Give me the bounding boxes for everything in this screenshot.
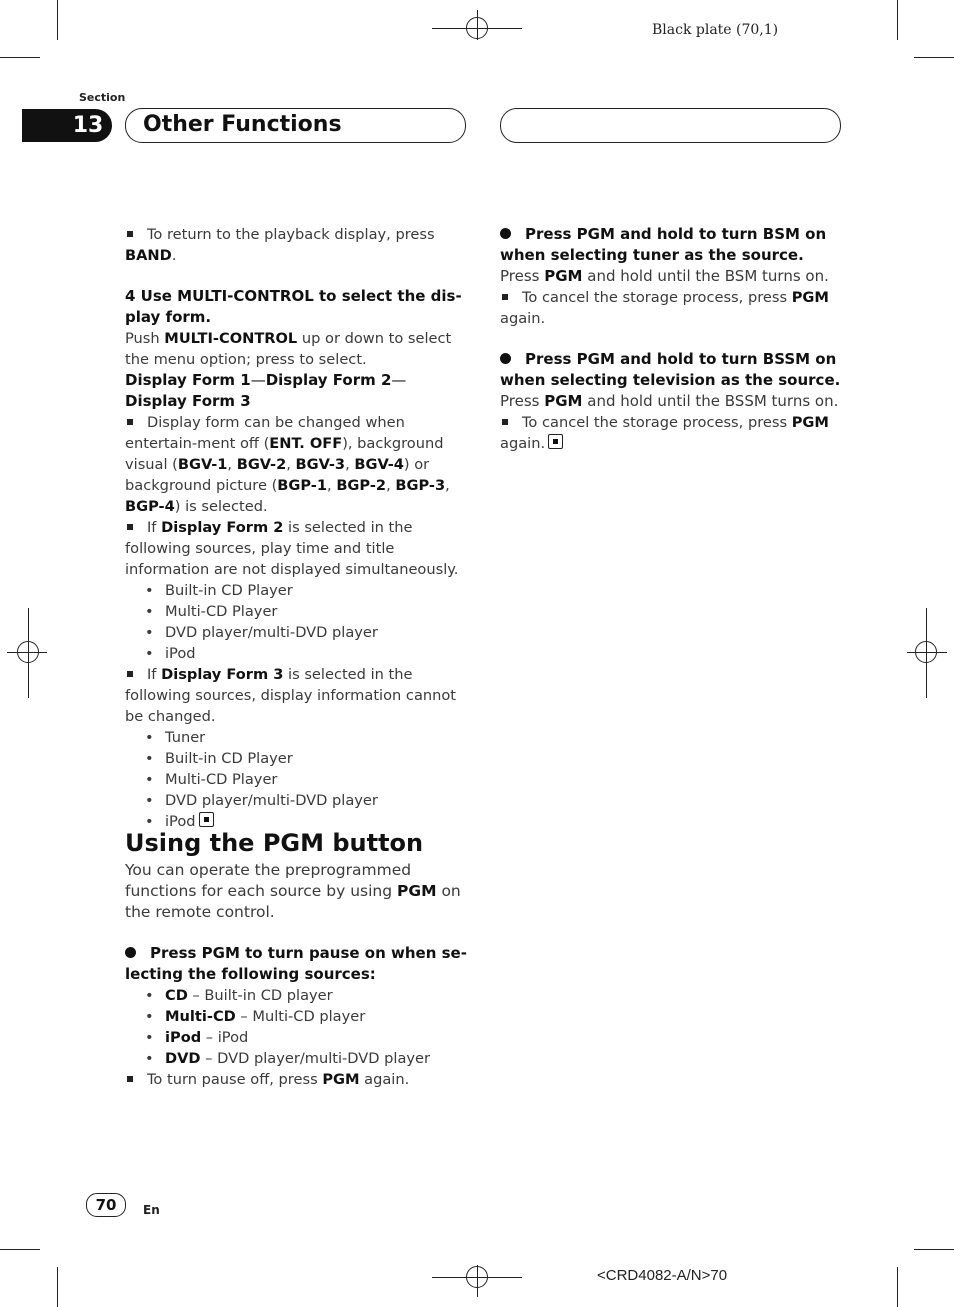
pause-heading: Press PGM to turn pause on when se- lecting the following sources: [125, 944, 467, 983]
note-marker-icon [127, 524, 133, 530]
pgm-intro: You can operate the preprogrammed functions for each source by using PGM on the remote control. [125, 861, 461, 921]
pgm-section-title: Using the PGM button [125, 829, 424, 857]
section-number: 13 [72, 113, 104, 138]
note-marker-icon [502, 419, 508, 425]
document-code: <CRD4082-A/N>70 [597, 1267, 728, 1284]
language-label: En [143, 1203, 160, 1217]
list-item: • Multi-CD Player [145, 771, 278, 788]
step4-heading: 4 Use MULTI-CONTROL to select the dis- play form. [125, 287, 462, 326]
bssm-heading: Press PGM and hold to turn BSSM on when selecting television as the source. [500, 350, 841, 389]
bssm-body: Press PGM and hold until the BSSM turns on. [500, 392, 839, 410]
list-item: • Multi-CD Player [145, 603, 278, 620]
list-item: • iPod [145, 645, 196, 662]
right-header-frame [500, 108, 841, 143]
display-form-note: Display form can be changed when entertain-ment off (ENT. OFF), background visual (BGV-1, BGV-2, BGV-3, BGV-4) or background picture (BGP-1, BGP-2, BGP-3, BGP-4) is selected. [125, 414, 450, 515]
section-number-badge [22, 109, 112, 142]
plate-label: Black plate (70,1) [652, 22, 779, 38]
note-marker-icon [127, 231, 133, 237]
list-item: • CD – Built-in CD player [145, 987, 333, 1004]
step4-body: Push MULTI-CONTROL up or down to select the menu option; press to select. [125, 330, 452, 368]
note-marker-icon [127, 671, 133, 677]
display-forms-sequence: Display Form 1—Display Form 2— Display Form 3 [125, 371, 407, 410]
bullet-dot-icon [500, 353, 511, 364]
section-title: Other Functions [143, 112, 342, 137]
bullet-dot-icon [500, 228, 511, 239]
bsm-body: Press PGM and hold until the BSM turns on. [500, 267, 829, 285]
list-item: • Tuner [145, 729, 206, 746]
end-mark-icon [199, 812, 214, 827]
note-marker-icon [502, 294, 508, 300]
bullet-dot-icon [125, 947, 136, 958]
section-label: Section [79, 91, 126, 104]
display-form3-note: If Display Form 3 is selected in the following sources, display information cannot be changed. [125, 666, 457, 725]
note-marker-icon [127, 1076, 133, 1082]
bsm-heading: Press PGM and hold to turn BSM on when selecting tuner as the source. [500, 225, 827, 264]
list-item: • DVD – DVD player/multi-DVD player [145, 1050, 431, 1067]
pause-off-note: To turn pause off, press PGM again. [125, 1069, 470, 1090]
right-column [500, 224, 845, 454]
bssm-note: To cancel the storage process, press PGM again. [500, 414, 829, 452]
list-item: • iPod – iPod [145, 1029, 249, 1046]
list-item: • Built-in CD Player [145, 582, 293, 599]
left-column [125, 224, 470, 832]
list-item: • DVD player/multi-DVD player [145, 624, 378, 641]
display-form2-note: If Display Form 2 is selected in the following sources, play time and title information are not displayed simultaneously. [125, 519, 459, 578]
note-marker-icon [127, 419, 133, 425]
end-mark-icon [548, 434, 563, 449]
list-item: • DVD player/multi-DVD player [145, 792, 378, 809]
list-item: • Built-in CD Player [145, 750, 293, 767]
list-item: • iPod [125, 811, 470, 832]
return-note: To return to the playback display, press BAND. [125, 226, 435, 264]
list-item: • Multi-CD – Multi-CD player [145, 1008, 366, 1025]
pgm-section [125, 828, 470, 1090]
bsm-note: To cancel the storage process, press PGM again. [500, 289, 829, 327]
page-number: 70 [86, 1193, 126, 1217]
